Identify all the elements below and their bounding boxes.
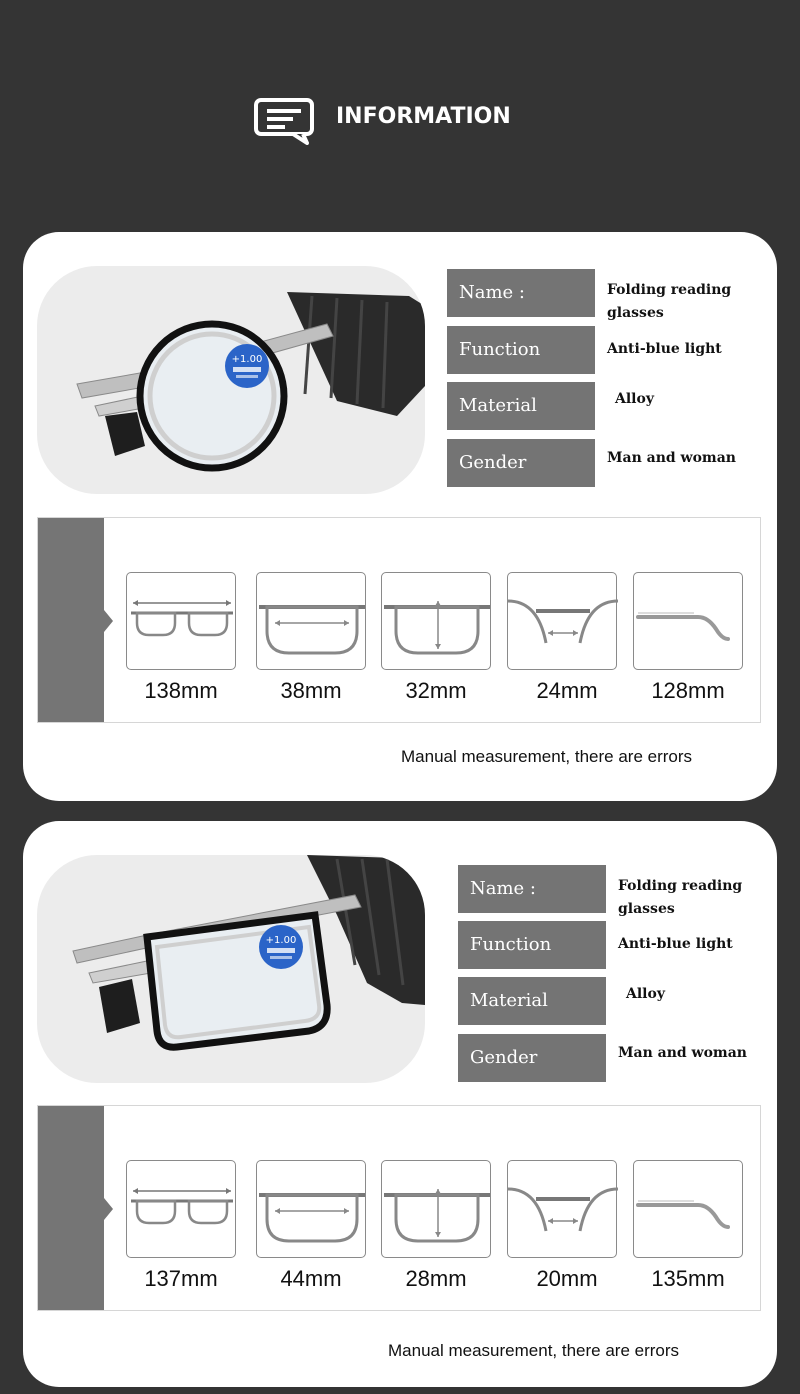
product-card-round [23,232,777,801]
lens-height-icon [381,572,491,670]
measurement-lens-width: 44mm [280,1266,342,1291]
spec-label-name: Name : [447,269,595,317]
measurement-panel [37,1105,761,1311]
measurement-bridge-width: 20mm [536,1266,598,1291]
accent-notch [104,610,113,632]
spec-label-gender: Gender [447,439,595,487]
spec-label-name: Name : [458,865,606,913]
measurement-note: Manual measurement, there are errors [401,747,693,766]
spec-value-material: Alloy [626,986,665,1002]
lens-width-icon [256,1160,366,1258]
lens-height-icon [381,1160,491,1258]
measurement-bridge-width: 24mm [536,678,598,703]
spec-value-material: Alloy [615,391,654,407]
measurement-lens-height: 28mm [405,1266,467,1291]
spec-label-material: Material [447,382,595,430]
total-width-icon [126,572,236,670]
lens-width-icon [256,572,366,670]
page-title: INFORMATION [336,104,511,129]
spec-value-function: Anti-blue light [607,341,722,357]
lens-power-badge: +1.00 [231,354,263,365]
temple-length-icon [633,1160,743,1258]
measurement-panel [37,517,761,723]
accent-notch [104,1198,113,1220]
measurement-lens-height: 32mm [405,678,467,703]
measurement-temple-length: 135mm [651,1266,725,1291]
accent-bar [38,1106,104,1310]
spec-label-function: Function [447,326,595,374]
spec-value-gender: Man and woman [607,450,736,466]
temple-length-icon [633,572,743,670]
measurement-total-width: 138mm [144,678,218,703]
lens-power-badge: +1.00 [265,935,297,946]
spec-label-material: Material [458,977,606,1025]
spec-value-name: Folding reading glasses [618,878,743,917]
spec-value-function: Anti-blue light [618,936,733,952]
measurement-total-width: 137mm [144,1266,218,1291]
spec-value-name: Folding reading glasses [607,282,732,321]
information-header [0,0,800,232]
product-photo-round-glasses [37,266,425,494]
spec-value-gender: Man and woman [618,1045,747,1061]
measurement-note: Manual measurement, there are errors [388,1341,680,1360]
bridge-width-icon [507,1160,617,1258]
measurement-lens-width: 38mm [280,678,342,703]
product-card-rectangular [23,821,777,1387]
spec-label-gender: Gender [458,1034,606,1082]
total-width-icon [126,1160,236,1258]
product-photo-rectangular-glasses [37,855,425,1083]
bridge-width-icon [507,572,617,670]
spec-label-function: Function [458,921,606,969]
measurement-temple-length: 128mm [651,678,725,703]
accent-bar [38,518,104,722]
message-icon [253,97,315,145]
